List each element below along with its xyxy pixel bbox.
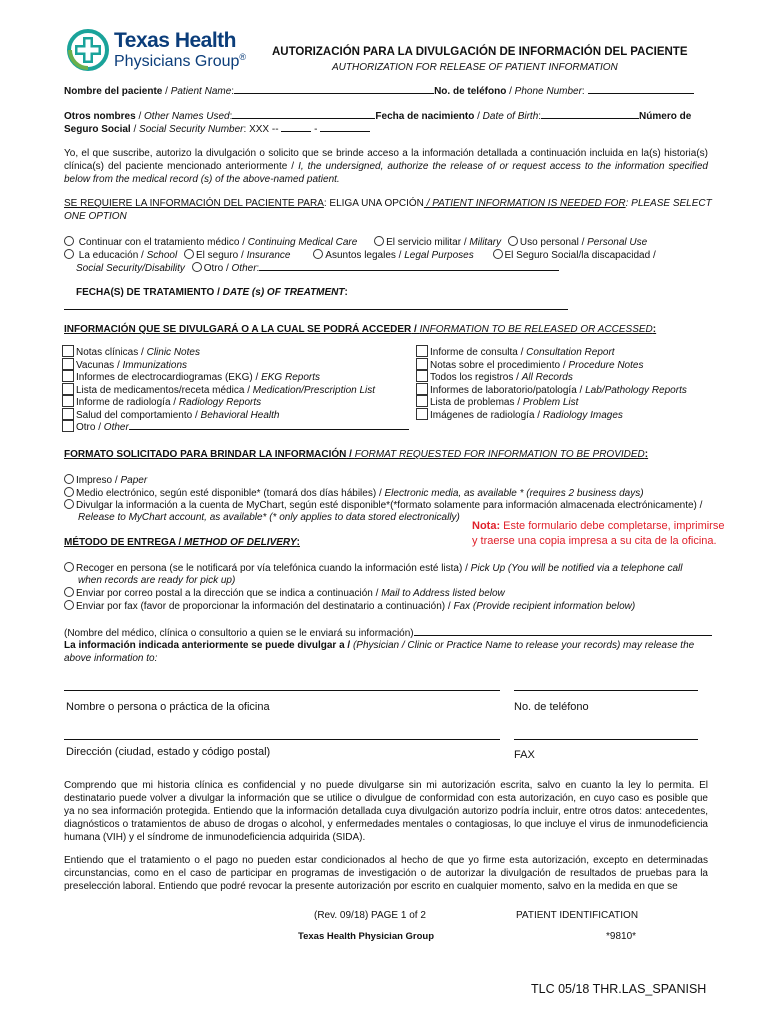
fax-label: FAX (514, 749, 535, 761)
format-heading: FORMATO SOLICITADO PARA BRINDAR LA INFORMACIÓN / FORMAT REQUESTED FOR INFORMATION TO BE PROVIDED: (64, 449, 649, 460)
radio-mail[interactable] (64, 587, 74, 597)
info-item: Vacunas / Immunizations (62, 358, 409, 371)
purpose-row-2: La educación / School El seguro / Insurance Asuntos legales / Legal Purposes El Seguro Social/la discapacidad / (64, 249, 656, 262)
recipient-line2: La información indicada anteriormente se puede divulgar a / (Physician / Clinic or Practice Name to release your records) may release the above information to: (64, 640, 695, 664)
info-item: Notas sobre el procedimiento / Procedure Notes (416, 358, 687, 371)
treatment-dates-field[interactable] (64, 309, 568, 310)
logo (66, 26, 266, 78)
checkbox-immunizations[interactable] (62, 358, 74, 370)
radio-other[interactable] (192, 262, 202, 272)
radio-school[interactable] (64, 249, 74, 259)
radio-personal-use[interactable] (508, 236, 518, 246)
info-item: Notas clínicas / Clinic Notes (62, 345, 409, 358)
recipient-line1: (Nombre del médico, clínica o consultorio a quien se le enviará su información) (64, 627, 712, 640)
logo-cross-icon (66, 28, 110, 72)
intro-paragraph: Yo, el que suscribe, autorizo la divulgación o solicito que se brinde acceso a la información detallada a continuación incluida en la(s) historia(s) clínica(s) del paciente mencionado anteriormente / I, the undersigned, authorize the release of or request access to the information specified below from the medical record (s) of the above-named patient. (64, 148, 708, 185)
phone-field[interactable] (588, 85, 694, 94)
purpose-heading: SE REQUIERE LA INFORMACIÓN DEL PACIENTE PARA: ELIGA UNA OPCIÓN / PATIENT INFORMATION IS NEEDED FOR: PLEASE SELECT ONE OPTION (64, 198, 712, 222)
treatment-dates-label: FECHA(S) DE TRATAMIENTO / DATE (s) OF TREATMENT: (76, 287, 348, 298)
address-label: Dirección (ciudad, estado y código postal) (66, 746, 271, 758)
dob-field[interactable] (541, 110, 639, 119)
radio-insurance[interactable] (184, 249, 194, 259)
ssn-row: Seguro Social / Social Security Number: XXX -- - (64, 123, 370, 136)
radio-military[interactable] (374, 236, 384, 246)
radio-paper[interactable] (64, 474, 74, 484)
radio-legal[interactable] (313, 249, 323, 259)
other-purpose-field[interactable] (259, 262, 559, 271)
info-item: Todos los registros / All Records (416, 370, 687, 383)
patient-id-label: PATIENT IDENTIFICATION (516, 910, 639, 921)
info-item: Lista de medicamentos/receta médica / Medication/Prescription List (62, 383, 409, 396)
ssn-field-a[interactable] (281, 123, 311, 132)
radio-social-security[interactable] (493, 249, 503, 259)
logo-line1: Texas Health (114, 29, 236, 52)
purpose-row-1: Continuar con el tratamiento médico / Continuing Medical Care El servicio militar / Military Uso personal / Personal Use (64, 236, 647, 249)
checkbox-procedure-notes[interactable] (416, 358, 428, 370)
patient-id-code: *9810* (606, 931, 637, 942)
info-item: Informe de consulta / Consultation Report (416, 345, 687, 358)
radio-electronic[interactable] (64, 487, 74, 497)
other-info-field[interactable] (129, 421, 409, 430)
checkbox-consultation[interactable] (416, 345, 428, 357)
info-item: Informes de laboratorio/patología / Lab/Pathology Reports (416, 383, 687, 396)
checkbox-behavioral-health[interactable] (62, 408, 74, 420)
purpose-row-3: Social Security/Disability Otro / Other: (76, 262, 559, 275)
patient-name-field[interactable] (234, 85, 434, 94)
phone-number-field[interactable] (514, 690, 698, 691)
delivery-options: Recoger en persona (se le notificará por vía telefónica cuando la información esté lista) / Pick Up (You will be notified via a telephone call when records are ready for pick up) Enviar por correo postal a la dirección que se indica a continuación / Mail to Address listed below Enviar por fax (favor de proporcionar la información del destinatario a continuación) / Fax (Provide recipient information below) (64, 562, 714, 612)
checkbox-problem-list[interactable] (416, 395, 428, 407)
form-title-en: AUTHORIZATION FOR RELEASE OF PATIENT INFORMATION (332, 62, 618, 73)
checkbox-radiology-images[interactable] (416, 408, 428, 420)
footer-org: Texas Health Physician Group (298, 931, 435, 942)
checkbox-lab[interactable] (416, 383, 428, 395)
page-number: (Rev. 09/18) PAGE 1 of 2 (314, 910, 426, 921)
info-item: Lista de problemas / Problem List (416, 395, 687, 408)
radio-pickup[interactable] (64, 562, 74, 572)
legal-paragraph-1: Comprendo que mi historia clínica es confidencial y no puede divulgarse sin mi autorización escrita, salvo en cuanto la ley lo permita. El destinatario puede volver a divulgar la información que se utilice o divulgue de conformidad con esta autorización, en cuyo caso es posible que ya no sea información protegida. Entiendo que la información detallada cuya divulgación autorizo podría incluir, entre otros datos: antecedentes, diagnósticos o tratamientos de abuso de drogas o alcohol, y enfermedades mentales o contagiosas, lo que incluye el virus de inmunodeficiencia humana (VIH) y el síndrome de inmunodeficiencia adquirida (SIDA). (64, 780, 708, 843)
radio-mychart[interactable] (64, 499, 74, 509)
patient-name-row: Nombre del paciente / Patient Name: No. de teléfono / Phone Number: (64, 85, 694, 98)
info-heading: INFORMACIÓN QUE SE DIVULGARÁ O A LA CUAL SE PODRÁ ACCEDER / INFORMATION TO BE RELEASED OR ACCESSED: (64, 324, 657, 335)
checkbox-all-records[interactable] (416, 370, 428, 382)
recipient-name-field[interactable] (414, 627, 712, 636)
info-item: Informe de radiología / Radiology Reports (62, 395, 409, 408)
practice-field[interactable] (64, 690, 500, 691)
checkbox-ekg[interactable] (62, 370, 74, 382)
other-names-row: Otros nombres / Other Names Used: Fecha de nacimiento / Date of Birth: Número de (64, 111, 692, 122)
info-item: Salud del comportamiento / Behavioral Health (62, 408, 409, 421)
format-options: Impreso / Paper Medio electrónico, según esté disponible* (tomará dos días hábiles) / Electronic media, as available * (requires 2 business days) Divulgar la información a la cuenta de MyChart, según esté disponible*(*formato solamente para información almacenada electrónicamente) / Release to MyChart account, as available* (* only applies to data stored electronically) (64, 474, 714, 524)
ssn-field-b[interactable] (320, 123, 370, 132)
practice-label: Nombre o persona o práctica de la oficina (66, 701, 270, 713)
address-field[interactable] (64, 739, 500, 740)
checkbox-clinic-notes[interactable] (62, 345, 74, 357)
radio-continuing-care[interactable] (64, 236, 74, 246)
info-item: Imágenes de radiología / Radiology Images (416, 408, 687, 421)
form-title-es: AUTORIZACIÓN PARA LA DIVULGACIÓN DE INFORMACIÓN DEL PACIENTE (272, 46, 688, 58)
other-names-field[interactable] (232, 110, 375, 119)
note-box: Nota: Este formulario debe completarse, imprimirse y traerse una copia impresa a su cita de la oficina. (472, 520, 725, 547)
checkbox-radiology-reports[interactable] (62, 395, 74, 407)
fax-field[interactable] (514, 739, 698, 740)
radio-fax[interactable] (64, 600, 74, 610)
info-item: Informes de electrocardiogramas (EKG) / EKG Reports (62, 370, 409, 383)
checkbox-medication[interactable] (62, 383, 74, 395)
checkbox-other-info[interactable] (62, 420, 74, 432)
info-right-list (416, 345, 687, 420)
phone-label: No. de teléfono (514, 701, 589, 713)
form-code: TLC 05/18 THR.LAS_SPANISH (531, 982, 707, 996)
info-item: Otro / Other (62, 420, 409, 433)
legal-paragraph-2: Entiendo que el tratamiento o el pago no pueden estar condicionados al hecho de que yo firme esta autorización, excepto en determinadas circunstancias, como en el caso de participar en programas de investigación o de autorizar la divulgación de resultados de pruebas para la preselección laboral. Entiendo que podré revocar la presente autorización por escrito en cualquier momento, salvo en la medida en que se (64, 855, 708, 892)
info-left-list (62, 345, 409, 433)
delivery-heading: MÉTODO DE ENTREGA / METHOD OF DELIVERY: (64, 537, 300, 548)
logo-line2: Physicians Group® (114, 52, 247, 70)
